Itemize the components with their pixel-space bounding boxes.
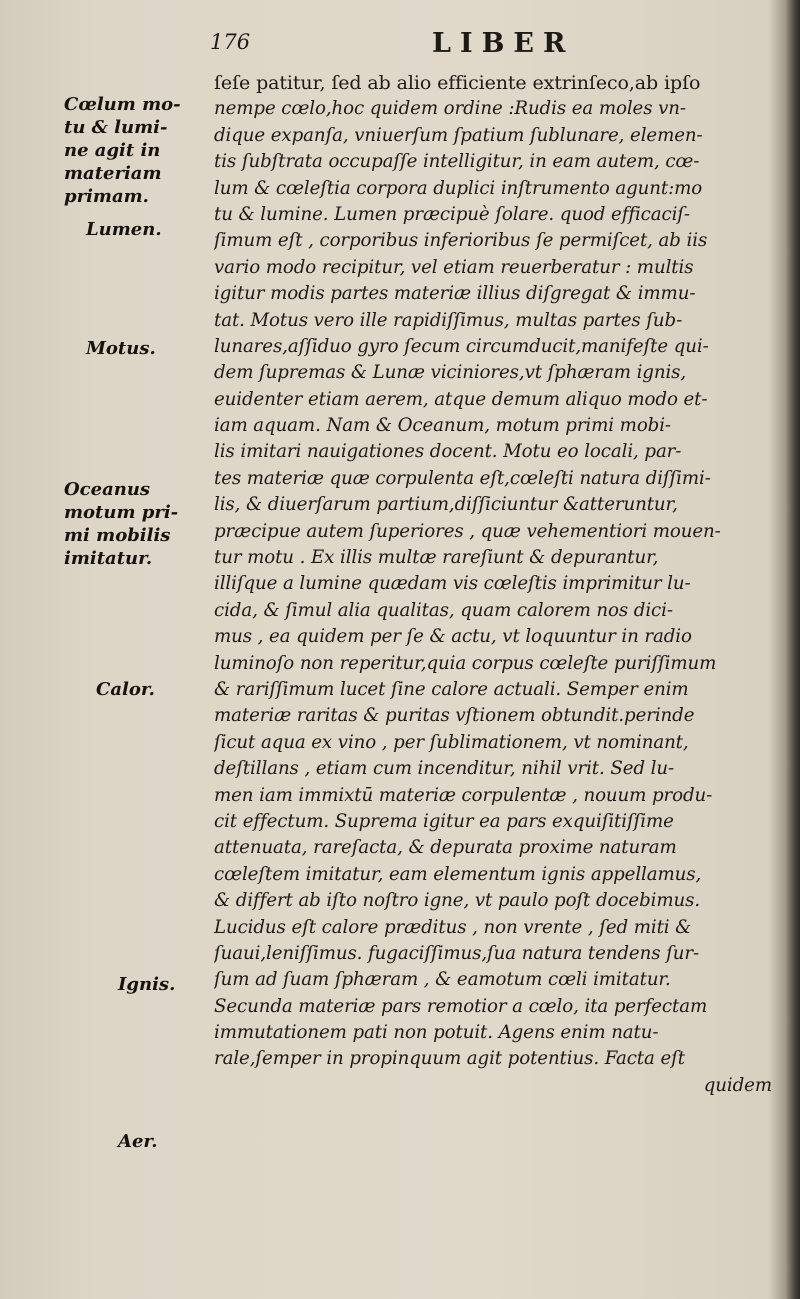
text-line: lum & cœleſtia corpora duplici inſtrumento agunt:mo [214,177,703,199]
text-line: men iam immixtū materiæ corpulentæ , nouum produ- [214,784,713,806]
body-text [214,70,784,1099]
text-line: deſtillans , etiam cum incenditur, nihil vrit. Sed lu- [214,758,674,780]
text-line: ſeſe patitur, ſed ab alio efficiente extrinſeco,ab ipſo [214,72,701,94]
running-head: LIBER [432,28,575,59]
text-line: attenuata, rareſacta, & depurata proxime naturam [214,837,677,859]
text-line: ſimum eſt , corporibus inferioribus ſe permiſcet, ab iis [214,230,708,252]
text-line: tu & lumine. Lumen præcipuè ſolare. quod efficaciſ- [214,203,690,225]
text-line: rale,ſemper in propinquum agit potentius. Facta eſt [214,1048,685,1070]
margin-note-ignis: Ignis. [118,974,176,995]
text-line: igitur modis partes materiæ illius diſgregat & immu- [214,283,696,305]
text-line: vario modo recipitur, vel etiam reuerberatur : multis [214,256,694,278]
text-line: mus , ea quidem per ſe & actu, vt loquuntur in radio [214,626,692,648]
text-line: immutationem pati non potuit. Agens enim natu- [214,1022,659,1044]
text-line: ſum ad ſuam ſphæram , & eamotum cœli imitatur. [214,969,671,991]
text-line: Secunda materiæ pars remotior a cœlo, ita perfectam [214,995,708,1017]
text-line: lis, & diuerſarum partium,diſſiciuntur &atteruntur, [214,494,678,516]
page-header [210,30,770,66]
text-line: cit effectum. Suprema igitur ea pars exquiſitiſſime [214,810,674,832]
margin-note-motus: Motus. [86,338,156,359]
text-line: Lucidus eſt calore præditus , non vrente , ſed miti & [214,916,692,938]
text-line: dem ſupremas & Lunæ viciniores,vt ſphæram ignis, [214,362,687,384]
text-line: & differt ab iſto noſtro igne, vt paulo poſt docebimus. [214,890,701,912]
text-line: tis ſubſtrata occupaſſe intelligitur, in eam autem, cœ- [214,151,700,173]
text-line: ſicut aqua ex vino , per ſublimationem, vt nominant, [214,731,689,753]
text-line: luminoſo non reperitur,quia corpus cœleſte puriſſimum [214,652,717,674]
margin-note-lumen: Lumen. [86,219,162,240]
text-line: præcipue autem ſuperiores , quæ vehementiori mouen- [214,520,721,542]
text-line: & rariſſimum lucet ſine calore actuali. Semper enim [214,678,689,700]
text-line: iam aquam. Nam & Oceanum, motum primi mobi- [214,415,671,437]
text-line: lis imitari nauigationes docent. Motu eo locali, par- [214,441,682,463]
text-line: materiæ raritas & puritas vſtionem obtundit.perinde [214,705,695,727]
text-line: euidenter etiam aerem, atque demum aliquo modo et- [214,388,708,410]
page-number: 176 [210,30,251,54]
text-line: ſuaui,leniſſimus. fugaciſſimus,ſua natura tendens ſur- [214,942,700,964]
text-line: tat. Motus vero ille rapidiſſimus, multas partes ſub- [214,309,683,331]
catchword: quidem [703,1074,772,1096]
text-line: cœleſtem imitatur, eam elementum ignis appellamus, [214,863,702,885]
margin-note-aer: Aer. [118,1131,158,1152]
text-line: dique expanſa, vniuerſum ſpatium ſublunare, elemen- [214,124,703,146]
text-line: illiſque a lumine quædam vis cœleſtis imprimitur lu- [214,573,691,595]
margin-note-calor: Calor. [96,679,155,700]
page-edge-shadow [786,0,800,1299]
text-line: tur motu . Ex illis multæ rareſiunt & depurantur, [214,547,659,569]
margin-note-oceanus: Oceanus motum pri- mi mobilis imitatur. [64,479,179,569]
text-line: tes materiæ quæ corpulenta eſt,cœleſti natura diſſimi- [214,467,711,489]
text-line: cida, & ſimul alia qualitas, quam calorem nos dici- [214,599,673,621]
margin-note-caelum: Cœlum mo- tu & lumi- ne agit in materiam primam. [64,94,181,207]
text-line: lunares,aſſiduo gyro ſecum circumducit,manifeſte qui- [214,335,709,357]
text-line: nempe cœlo,hoc quidem ordine :Rudis ea moles vn- [214,98,686,120]
